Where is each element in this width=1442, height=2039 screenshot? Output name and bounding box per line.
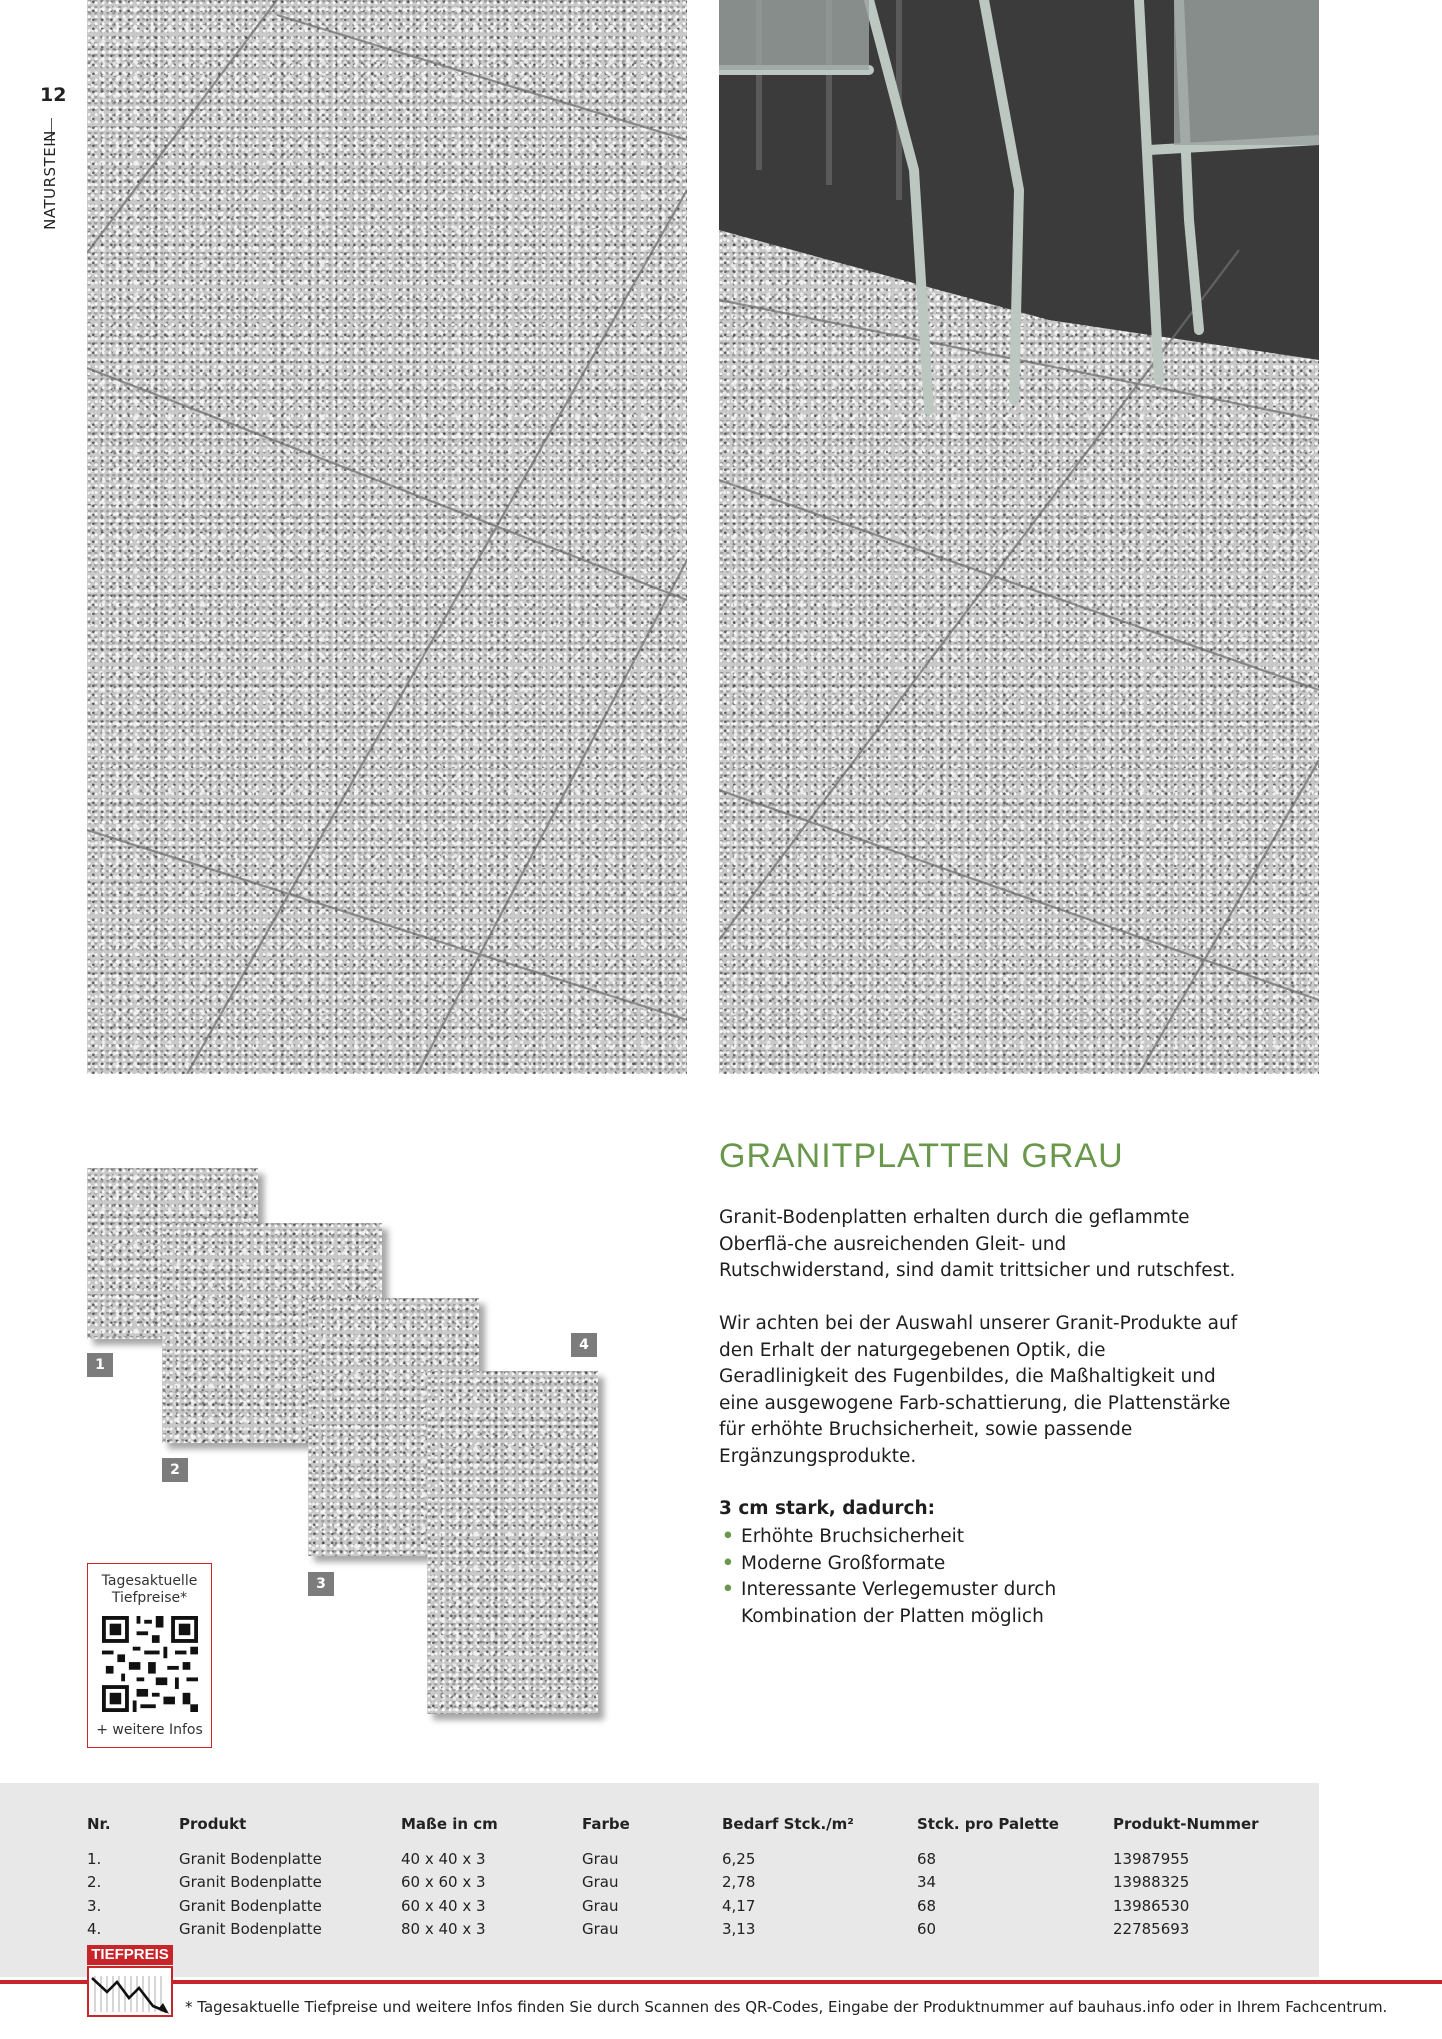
tile-label-4: 4 [571,1333,597,1357]
table-cell-nummer: 13986530 [1113,1897,1190,1915]
table-cell-produkt: Granit Bodenplatte [179,1920,322,1938]
features-heading: 3 cm stark, dadurch: [719,1498,936,1519]
qr-caption: Tagesaktuelle Tiefpreise* [101,1573,198,1606]
tiefpreis-badge: TIEFPREIS [87,1945,173,1965]
table-cell-palette: 68 [917,1897,937,1915]
qr-code-icon[interactable] [102,1616,198,1712]
table-cell-nummer: 13987955 [1113,1850,1190,1868]
table-cell-bedarf: 3,13 [722,1920,756,1938]
photo-terrace-chairs [719,0,1319,1074]
table-cell-palette: 34 [917,1873,937,1891]
table-cell-nr: 1. [87,1850,102,1868]
table-cell-palette: 68 [917,1850,937,1868]
features-list [719,1524,1079,1630]
table-cell-nummer: 22785693 [1113,1920,1190,1938]
table-cell-bedarf: 4,17 [722,1897,756,1915]
table-cell-farbe: Grau [582,1920,619,1938]
table-cell-bedarf: 2,78 [722,1873,756,1891]
table-header-nr: Nr. [87,1815,111,1833]
table-cell-nr: 2. [87,1873,102,1891]
table-cell-nummer: 13988325 [1113,1873,1190,1891]
tile-label-1: 1 [87,1353,113,1377]
table-cell-masse: 60 x 60 x 3 [401,1873,486,1891]
table-header-farbe: Farbe [582,1815,630,1833]
terrace-scene [719,0,1319,1074]
table-cell-nr: 3. [87,1897,102,1915]
table-header-bedarf: Bedarf Stck./m² [722,1815,854,1833]
table-cell-bedarf: 6,25 [722,1850,756,1868]
table-cell-produkt: Granit Bodenplatte [179,1897,322,1915]
section-label [40,130,60,230]
table-cell-farbe: Grau [582,1850,619,1868]
tile-80x40 [427,1371,598,1714]
feature-item: • Moderne Großformate [719,1551,1079,1578]
tile-label-2: 2 [162,1458,188,1482]
table-cell-masse: 60 x 40 x 3 [401,1897,486,1915]
tile-joints [87,0,687,1074]
page-number: 12 [40,84,67,106]
footer-rule [0,1980,1442,1984]
tile-label-3: 3 [308,1572,334,1596]
photo-granite-surface [87,0,687,1074]
table-cell-masse: 80 x 40 x 3 [401,1920,486,1938]
description-paragraph-2: Wir achten bei der Auswahl unserer Granit-Produkte auf den Erhalt der naturgegebenen Optik, die Geradlinigkeit des Fugenbildes, die Maßhaltigkeit und eine ausgewogene Farb-schattierung, die Plattenstärke für erhöhte Bruchsicherheit, sowie passende Ergänzungsprodukte. [719,1313,1238,1467]
section-label-text: NATURSTEIN [41,130,59,230]
price-drop-icon [87,1966,173,2017]
description-paragraph-1: Granit-Bodenplatten erhalten durch die geflammte Oberflä-che ausreichenden Gleit- und Rutschwiderstand, sind damit trittsicher und rutschfest. [719,1207,1236,1281]
feature-item: • Interessante Verlegemuster durch Kombination der Platten möglich [719,1577,1079,1630]
qr-more-info: + weitere Infos [96,1722,203,1738]
feature-item: • Erhöhte Bruchsicherheit [719,1524,1079,1551]
qr-code-box[interactable] [87,1563,212,1748]
table-header-produkt: Produkt [179,1815,247,1833]
table-cell-farbe: Grau [582,1897,619,1915]
table-cell-palette: 60 [917,1920,937,1938]
table-header-nummer: Produkt-Nummer [1113,1815,1259,1833]
table-cell-produkt: Granit Bodenplatte [179,1873,322,1891]
table-cell-farbe: Grau [582,1873,619,1891]
footnote: * Tagesaktuelle Tiefpreise und weitere Infos finden Sie durch Scannen des QR-Codes, Eingabe der Produktnummer auf bauhaus.info oder in Ihrem Fachcentrum. [185,1998,1388,2016]
table-cell-masse: 40 x 40 x 3 [401,1850,486,1868]
table-header-palette: Stck. pro Palette [917,1815,1059,1833]
table-header-masse: Maße in cm [401,1815,498,1833]
table-cell-produkt: Granit Bodenplatte [179,1850,322,1868]
product-title: GRANITPLATTEN GRAU [719,1137,1124,1175]
table-cell-nr: 4. [87,1920,102,1938]
